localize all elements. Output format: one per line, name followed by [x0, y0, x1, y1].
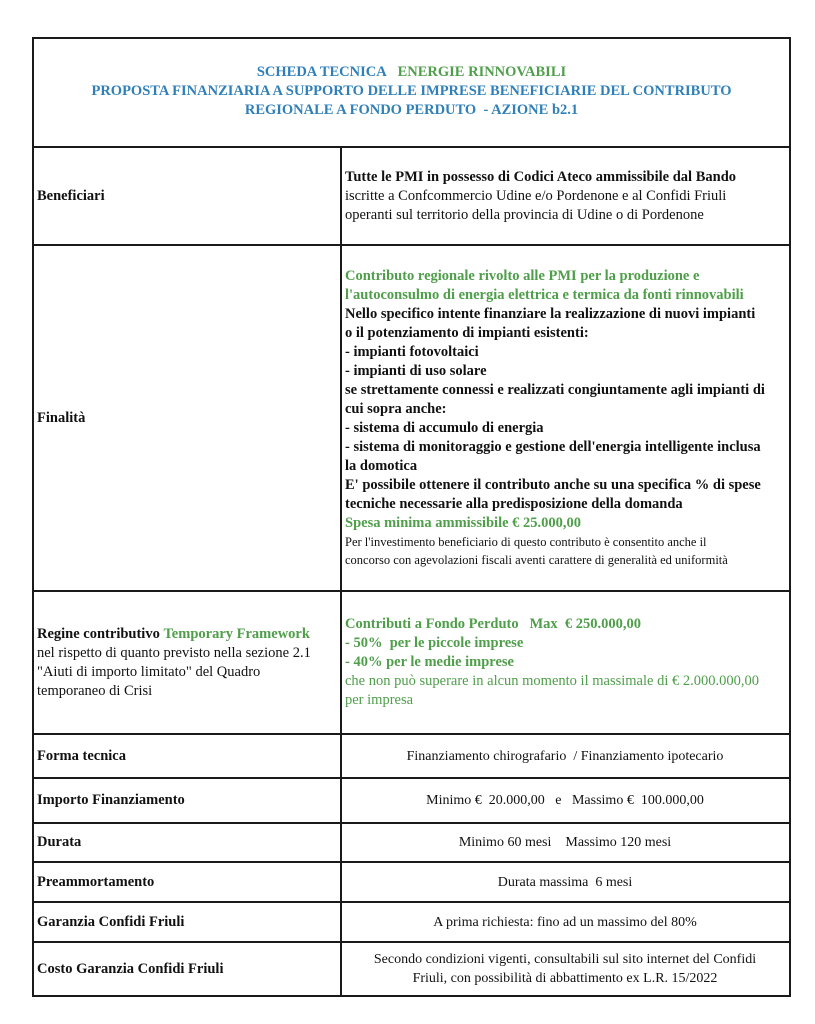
- finalita-note-2: concorso con agevolazioni fiscali aventi carattere di generalità ed uniformità: [345, 553, 728, 567]
- label-finalita: Finalità: [34, 246, 342, 590]
- beneficiari-line1: Tutte le PMI in possesso di Codici Ateco ammissibile dal Bando: [345, 168, 737, 185]
- regime-label-green: Temporary Framework: [163, 625, 310, 642]
- row-regime: [34, 592, 789, 735]
- header-title-part1: SCHEDA TECNICA: [256, 64, 387, 80]
- header-subtitle-line1: PROPOSTA FINANZIARIA A SUPPORTO DELLE IMPRESE BENEFICIARIE DEL CONTRIBUTO: [91, 83, 732, 99]
- row-costo-garanzia: [34, 943, 789, 995]
- value-regime: [342, 592, 789, 733]
- spesa-minima: Spesa minima ammissibile € 25.000,00: [345, 515, 582, 531]
- value-costo-garanzia: [342, 943, 789, 995]
- row-finalita: [34, 246, 789, 592]
- row-forma-tecnica: [34, 735, 789, 779]
- value-forma-tecnica: Finanziamento chirografario / Finanziamento ipotecario: [406, 748, 724, 764]
- value-garanzia: A prima richiesta: fino ad un massimo del 80%: [433, 914, 697, 930]
- label-beneficiari: Beneficiari: [34, 148, 342, 244]
- label-regime: [34, 592, 342, 733]
- beneficiari-line3: operanti sul territorio della provincia di Udine o di Pordenone: [345, 206, 704, 223]
- value-durata: Minimo 60 mesi Massimo 120 mesi: [458, 835, 672, 850]
- header-title-part2: ENERGIE RINNOVABILI: [397, 64, 567, 80]
- label-preammortamento: Preammortamento: [34, 863, 342, 901]
- costo-garanzia-line2: Friuli, con possibilità di abbattimento ex L.R. 15/2022: [412, 971, 718, 986]
- finalita-line: - impianti fotovoltaici: [345, 344, 479, 360]
- regime-value-line3: - 40% per le medie imprese: [345, 654, 514, 670]
- row-beneficiari: [34, 148, 789, 246]
- finalita-intro-1: Contributo regionale rivolto alle PMI per la produzione e: [345, 268, 700, 284]
- beneficiari-line2: iscritte a Confcommercio Udine e/o Pordenone e al Confidi Friuli: [345, 187, 727, 204]
- finalita-line: Nello specifico intente finanziare la realizzazione di nuovi impianti: [345, 306, 756, 322]
- finalita-line: la domotica: [345, 458, 418, 474]
- value-preammortamento: Durata massima 6 mesi: [497, 874, 633, 890]
- finalita-line: tecniche necessarie alla predisposizione della domanda: [345, 496, 683, 512]
- row-durata: [34, 824, 789, 863]
- finalita-line: se strettamente connessi e realizzati congiuntamente agli impianti di: [345, 382, 765, 398]
- label-garanzia: Garanzia Confidi Friuli: [34, 903, 342, 941]
- regime-label-bold: Regine contributivo: [37, 625, 160, 642]
- regime-label-line2: nel rispetto di quanto previsto nella sezione 2.1: [37, 644, 311, 661]
- finalita-line: - sistema di monitoraggio e gestione dell'energia intelligente inclusa: [345, 439, 761, 455]
- regime-label-line3: "Aiuti di importo limitato" del Quadro: [37, 663, 261, 680]
- value-beneficiari: [342, 148, 789, 244]
- finalita-line: - sistema di accumulo di energia: [345, 420, 544, 436]
- label-durata: Durata: [34, 824, 342, 861]
- regime-value-line1: Contributi a Fondo Perduto Max € 250.000,00: [345, 616, 642, 632]
- regime-value-line4: che non può superare in alcun momento il massimale di € 2.000.000,00: [345, 673, 759, 689]
- finalita-intro-2: l'autoconsulmo di energia elettrica e termica da fonti rinnovabili: [345, 287, 744, 303]
- regime-value-line2: - 50% per le piccole imprese: [345, 635, 524, 651]
- sheet-header: [34, 39, 789, 148]
- label-forma-tecnica: Forma tecnica: [34, 735, 342, 777]
- header-subtitle-line2: REGIONALE A FONDO PERDUTO - AZIONE b2.1: [244, 102, 579, 118]
- value-importo: Minimo € 20.000,00 e Massimo € 100.000,00: [426, 793, 704, 808]
- finalita-line: - impianti di uso solare: [345, 363, 487, 379]
- label-importo: Importo Finanziamento: [34, 779, 342, 822]
- label-costo-garanzia: Costo Garanzia Confidi Friuli: [34, 943, 342, 995]
- technical-sheet-table: [32, 37, 791, 997]
- finalita-line: E' possibile ottenere il contributo anche su una specifica % di spese: [345, 477, 761, 493]
- row-garanzia: [34, 903, 789, 943]
- regime-value-line5: per impresa: [345, 692, 414, 708]
- finalita-note-1: Per l'investimento beneficiario di questo contributo è consentito anche il: [345, 535, 707, 549]
- value-finalita: [342, 246, 789, 590]
- row-preammortamento: [34, 863, 789, 903]
- row-importo: [34, 779, 789, 824]
- regime-label-line4: temporaneo di Crisi: [37, 682, 153, 699]
- regime-label-line1: [37, 625, 310, 644]
- finalita-line: o il potenziamento di impianti esistenti:: [345, 325, 589, 341]
- costo-garanzia-line1: Secondo condizioni vigenti, consultabili sul sito internet del Confidi: [373, 952, 757, 967]
- finalita-line: cui sopra anche:: [345, 401, 447, 417]
- header-title: [257, 63, 566, 82]
